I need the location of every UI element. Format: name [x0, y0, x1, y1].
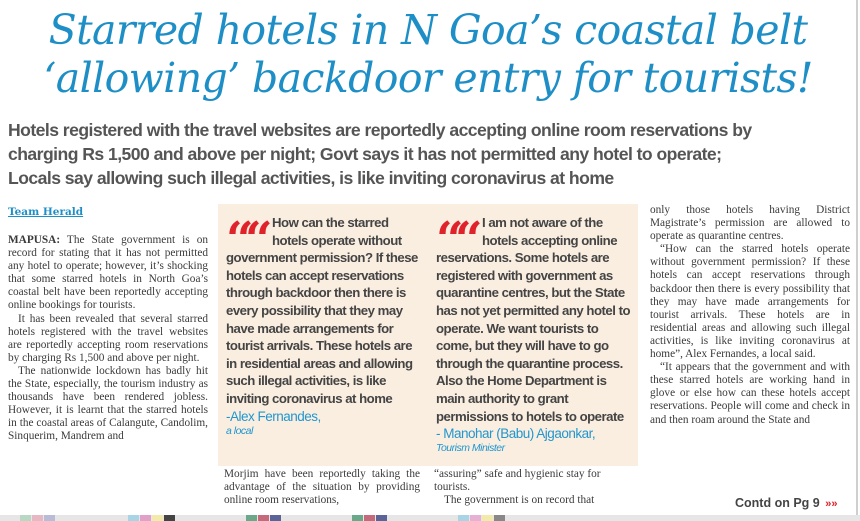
color-swatch: [494, 515, 505, 521]
color-swatch: [364, 515, 375, 521]
article-column-3: [434, 468, 630, 507]
pull-quote-minister: [436, 214, 632, 454]
color-swatch: [152, 515, 163, 521]
pull-quote-attribution: - Manohar (Babu) Ajgaonkar,: [436, 426, 596, 442]
quote-mark-icon: “ “: [436, 212, 483, 268]
page-edge-rule: [856, 0, 858, 521]
color-swatch: [246, 515, 257, 521]
color-swatch: [270, 515, 281, 521]
pull-quote-box: [218, 204, 638, 466]
print-color-registration-strip: [0, 515, 860, 521]
continued-on-page[interactable]: [735, 496, 837, 510]
continued-label: Contd on Pg 9: [735, 496, 820, 510]
quote-mark-icon: “ “: [226, 212, 273, 268]
article-column-4: [650, 204, 850, 427]
pull-quote-text: How can the starred hotels operate without government permission? If these hotels can accept reservations through backdoor then there is every possibility that they may have made arrangements for tourist arrivals. These hotels are in residential areas and allowing such illegal activities, is like inviting coronavirus at home: [226, 215, 418, 406]
pull-quote-role: Tourism Minister: [436, 442, 505, 455]
color-swatch: [258, 515, 269, 521]
pull-quote-attribution: -Alex Fernandes,: [226, 408, 321, 424]
pull-quote-local: [226, 214, 422, 437]
paragraph-1: [8, 234, 208, 313]
headline-line-1: Starred hotels in N Goa’s coastal belt: [48, 6, 808, 54]
deck-line-1: Hotels registered with the travel websites are reportedly accepting online room reservations by: [8, 120, 752, 140]
paragraph: “It appears that the government and with these starred hotels are working hand in glove or else how can these hotels accept reservations. People will come and check in and then roam around the State and: [650, 361, 850, 426]
paragraph: The government is on record that: [444, 494, 595, 507]
article-column-2: [224, 468, 420, 507]
paragraph: Morjim have been reportedly taking the advantage of the situation by providing online room reservations,: [224, 468, 420, 507]
headline: [0, 6, 856, 102]
paragraph: “assuring” safe and hygienic stay for tourists.: [434, 468, 601, 494]
pull-quote-role: a local: [226, 424, 253, 437]
paragraph-3: The nationwide lockdown has badly hit the State, especially, the tourism industry as thousands have been rendered jobless. However, it is learnt that the starred hotels in the coastal areas of Calangute, Candolim, Sinquerim, Mandrem and: [8, 364, 208, 443]
headline-line-2: ‘allowing’ backdoor entry for tourists!: [43, 54, 813, 102]
paragraph-2: It has been revealed that several starred hotels registered with the travel websites are reportedly accepting room reservations by charging Rs 1,500 and above per night.: [8, 312, 208, 364]
paragraph: only those hotels having District Magistrate’s permission are allowed to operate as quarantine centres.: [650, 204, 850, 243]
color-swatch: [164, 515, 175, 521]
subheadline-deck: [8, 118, 853, 190]
deck-line-3: Locals say allowing such illegal activities, is like inviting coronavirus at home: [8, 168, 614, 188]
double-chevron-right-icon: »»: [825, 498, 838, 510]
color-swatch: [44, 515, 55, 521]
color-swatch: [352, 515, 363, 521]
color-swatch: [458, 515, 469, 521]
deck-line-2: charging Rs 1,500 and above per night; Govt says it has not permitted any hotel to operate;: [8, 144, 722, 164]
byline: Team Herald: [8, 206, 84, 218]
paragraph: “How can the starred hotels operate without government permission? If these hotels can accept reservations through backdoor then there is every possibility that they may have made arrangements for tourist arrivals. These hotels are in residential areas and allowing such illegal activities, is like inviting coronavirus at home”, Alex Fernandes, a local said.: [650, 243, 850, 361]
color-swatch: [140, 515, 151, 521]
color-swatch: [32, 515, 43, 521]
color-swatch: [376, 515, 387, 521]
color-swatch: [470, 515, 481, 521]
article-column-1: [8, 234, 208, 444]
paragraph-1-text: The State government is on record for stating that it has not permitted any hotel to operate; however, it’s shocking that some starred hotels in North Goa’s coastal belt have been reportedly accepting online bookings for tourists.: [8, 234, 208, 312]
color-swatch: [20, 515, 31, 521]
pull-quote-text: I am not aware of the hotels accepting online reservations. Some hotels are registered with government as quarantine centres, but the State has not yet permitted any hotel to operate. We want tourists to come, but they will have to go through the quarantine process. Also the Home Department is main authority to grant permissions to hotels to operate: [436, 215, 631, 424]
color-swatch: [482, 515, 493, 521]
dateline: MAPUSA:: [8, 234, 61, 246]
color-swatch: [128, 515, 139, 521]
